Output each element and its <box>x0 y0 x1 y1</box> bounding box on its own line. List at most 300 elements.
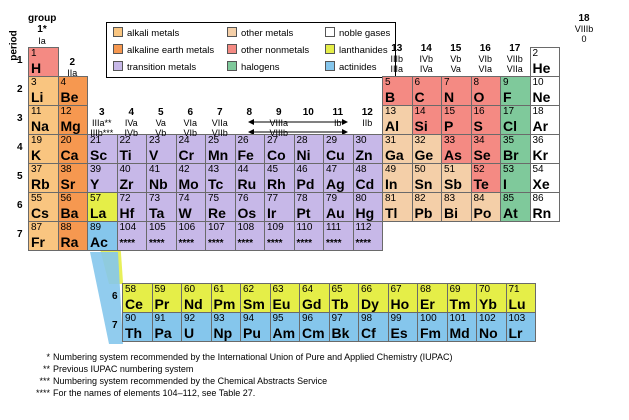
atomic-number: 67 <box>390 284 402 295</box>
element-cell-68 <box>417 283 448 313</box>
element-symbol: Eu <box>272 296 291 312</box>
element-cell-35 <box>500 134 531 164</box>
element-symbol: Al <box>385 118 399 134</box>
element-cell-59 <box>152 283 183 313</box>
element-symbol: Se <box>473 147 491 163</box>
atomic-number: 46 <box>296 164 308 175</box>
element-symbol: Cf <box>361 325 376 341</box>
atomic-number: 62 <box>243 284 255 295</box>
atomic-number: 17 <box>503 106 515 117</box>
atomic-number: 53 <box>503 164 515 175</box>
atomic-number: 79 <box>326 193 338 204</box>
atomic-number: 49 <box>385 164 397 175</box>
atomic-number: 91 <box>154 313 166 324</box>
atomic-number: 82 <box>414 193 426 204</box>
footnote-text: Numbering system recommended by the Chemical Abstracts Service <box>53 376 328 386</box>
element-cell-65 <box>329 283 360 313</box>
atomic-number: 7 <box>444 77 450 88</box>
atomic-number: 69 <box>449 284 461 295</box>
element-symbol: Sm <box>243 296 265 312</box>
element-cell-28 <box>294 134 325 164</box>
group-4-roman-a: IVa <box>124 118 138 128</box>
element-cell-71 <box>506 283 537 313</box>
element-symbol: Ac <box>90 234 108 250</box>
element-symbol: Ni <box>296 147 311 163</box>
element-cell-111 <box>323 221 354 251</box>
atomic-number: 75 <box>208 193 220 204</box>
element-cell-82 <box>412 192 443 222</box>
element-cell-29 <box>323 134 354 164</box>
group-14-number: 14 <box>420 43 432 54</box>
group-11-number: 11 <box>332 107 344 118</box>
element-symbol: Hg <box>355 205 375 221</box>
element-symbol: Pb <box>414 205 433 221</box>
group-5-number: 5 <box>157 107 164 118</box>
element-symbol: Tc <box>208 176 224 192</box>
element-cell-57 <box>87 192 118 222</box>
element-symbol: U <box>184 325 195 341</box>
element-cell-89 <box>87 221 118 251</box>
atomic-number: 103 <box>508 313 526 324</box>
group-2-number: 2 <box>69 57 76 68</box>
fblock-period-7: 7 <box>112 320 118 331</box>
group-18-number: 18 <box>578 13 590 24</box>
element-symbol: Be <box>60 89 79 105</box>
footnote-text: Numbering system recommended by the International Union of Pure and Applied Chemistry (IUPAC) <box>53 352 453 362</box>
group-7-number: 7 <box>216 107 223 118</box>
element-symbol: Re <box>208 205 226 221</box>
legend-label: alkali metals <box>127 28 180 39</box>
legend <box>106 22 396 78</box>
element-symbol: Ir <box>267 205 277 221</box>
element-symbol: **** <box>208 238 224 249</box>
element-symbol: O <box>473 89 485 105</box>
element-cell-34 <box>471 134 502 164</box>
element-cell-14 <box>412 105 443 135</box>
group-17-roman-a: VIIb <box>506 54 523 64</box>
atomic-number: 56 <box>60 193 72 204</box>
period-number-4: 4 <box>17 142 23 153</box>
element-cell-75 <box>205 192 236 222</box>
element-cell-77 <box>264 192 295 222</box>
group-12-number: 12 <box>361 107 373 118</box>
atomic-number: 97 <box>331 313 343 324</box>
atomic-number: 65 <box>331 284 343 295</box>
element-symbol: Yb <box>479 296 497 312</box>
element-cell-49 <box>382 163 413 193</box>
element-cell-13 <box>382 105 413 135</box>
atomic-number: 22 <box>119 135 131 146</box>
atomic-number: 24 <box>178 135 190 146</box>
group-17-number: 17 <box>509 43 521 54</box>
footnote-1 <box>20 351 453 363</box>
element-cell-1 <box>28 47 59 77</box>
element-symbol: P <box>444 118 454 134</box>
group-18-zero: 0 <box>581 34 587 44</box>
atomic-number: 35 <box>503 135 515 146</box>
atomic-number: 63 <box>272 284 284 295</box>
element-symbol: Ra <box>60 234 79 250</box>
element-symbol: Dy <box>361 296 379 312</box>
element-symbol: Pu <box>243 325 261 341</box>
element-cell-42 <box>176 163 207 193</box>
group-8-number: 8 <box>246 107 253 118</box>
element-cell-90 <box>122 312 153 342</box>
element-symbol: Tl <box>385 205 398 221</box>
atomic-number: 16 <box>473 106 485 117</box>
atomic-number: 25 <box>208 135 220 146</box>
element-symbol: Zn <box>355 147 373 163</box>
element-cell-39 <box>87 163 118 193</box>
element-symbol: Fr <box>31 234 45 250</box>
atomic-number: 23 <box>149 135 161 146</box>
group-17-roman-b: VIIa <box>506 64 523 74</box>
atomic-number: 11 <box>31 106 42 117</box>
element-cell-60 <box>181 283 212 313</box>
atomic-number: 19 <box>31 135 43 146</box>
legend-label: other nonmetals <box>241 45 310 56</box>
atomic-number: 10 <box>532 77 544 88</box>
element-cell-94 <box>240 312 271 342</box>
element-cell-45 <box>264 163 295 193</box>
atomic-number: 50 <box>414 164 426 175</box>
element-symbol: V <box>149 147 159 163</box>
element-symbol: Pm <box>213 296 236 312</box>
atomic-number: 26 <box>237 135 249 146</box>
element-symbol: Pt <box>296 205 311 221</box>
element-symbol: Cd <box>355 176 375 192</box>
element-symbol: Sb <box>444 176 462 192</box>
atomic-number: 66 <box>361 284 373 295</box>
legend-swatch <box>325 27 335 37</box>
group-13-roman-a: IIIb <box>390 54 403 64</box>
group-4-roman-b: IVb <box>124 128 138 138</box>
element-cell-110 <box>294 221 325 251</box>
group-16-roman-b: VIa <box>478 64 492 74</box>
atomic-number: 90 <box>125 313 137 324</box>
element-cell-6 <box>412 76 443 106</box>
atomic-number: 4 <box>60 77 67 88</box>
element-symbol: W <box>178 205 192 221</box>
group-3-roman-a: IIIa** <box>91 118 112 128</box>
element-cell-18 <box>530 105 561 135</box>
group-3-number: 3 <box>98 107 105 118</box>
atomic-number: 18 <box>532 106 544 117</box>
atomic-number: 48 <box>355 164 367 175</box>
atomic-number: 88 <box>60 222 72 233</box>
element-cell-38 <box>58 163 89 193</box>
atomic-number: 92 <box>184 313 196 324</box>
element-symbol: Rn <box>532 205 552 221</box>
element-cell-27 <box>264 134 295 164</box>
atomic-number: 58 <box>125 284 137 295</box>
element-symbol: Na <box>31 118 49 134</box>
element-cell-101 <box>447 312 478 342</box>
element-symbol: Gd <box>302 296 322 312</box>
atomic-number: 28 <box>296 135 308 146</box>
element-cell-88 <box>58 221 89 251</box>
element-symbol: Cs <box>31 205 49 221</box>
element-cell-16 <box>471 105 502 135</box>
footnote-text: For the names of elements 104–112, see Table 27. <box>53 388 256 398</box>
atomic-number: 38 <box>60 164 72 175</box>
atomic-number: 112 <box>355 222 372 233</box>
element-cell-17 <box>500 105 531 135</box>
atomic-number: 29 <box>326 135 338 146</box>
atomic-number: 60 <box>184 284 196 295</box>
element-cell-9 <box>500 76 531 106</box>
element-cell-47 <box>323 163 354 193</box>
legend-item-lanthanide <box>325 44 388 57</box>
element-cell-5 <box>382 76 413 106</box>
footnote-4 <box>20 387 255 399</box>
atomic-number: 30 <box>355 135 367 146</box>
element-cell-105 <box>146 221 177 251</box>
element-cell-102 <box>476 312 507 342</box>
legend-swatch <box>227 27 237 37</box>
group-6-roman-a: VIa <box>183 118 197 128</box>
atomic-number: 27 <box>267 135 279 146</box>
element-symbol: H <box>31 60 42 76</box>
element-symbol: Pr <box>154 296 170 312</box>
legend-item-alkali <box>113 27 179 40</box>
period-number-1: 1 <box>17 55 23 66</box>
element-symbol: Po <box>473 205 492 221</box>
element-symbol: N <box>444 89 455 105</box>
group-10-number: 10 <box>302 107 314 118</box>
atomic-number: 93 <box>213 313 225 324</box>
group-18-roman: VIIIb <box>574 24 594 34</box>
element-cell-20 <box>58 134 89 164</box>
element-cell-37 <box>28 163 59 193</box>
element-cell-4 <box>58 76 89 106</box>
group-2-roman-a: IIa <box>67 68 78 78</box>
element-cell-55 <box>28 192 59 222</box>
footnote-mark: **** <box>35 388 50 398</box>
element-symbol: Am <box>272 325 296 341</box>
element-symbol: Ge <box>414 147 434 163</box>
group-axis-label: group <box>28 13 57 24</box>
atomic-number: 33 <box>444 135 456 146</box>
group-15-roman-a: Vb <box>450 54 462 64</box>
element-cell-76 <box>235 192 266 222</box>
element-cell-69 <box>447 283 478 313</box>
element-symbol: Mo <box>178 176 199 192</box>
footnote-mark: *** <box>39 376 50 386</box>
element-symbol: Ru <box>237 176 257 192</box>
atomic-number: 47 <box>326 164 338 175</box>
atomic-number: 8 <box>473 77 480 88</box>
group-1-roman: Ia <box>38 36 46 46</box>
atomic-number: 64 <box>302 284 314 295</box>
element-cell-92 <box>181 312 212 342</box>
atomic-number: 106 <box>178 222 196 233</box>
element-cell-8 <box>471 76 502 106</box>
element-symbol: Np <box>213 325 233 341</box>
element-cell-107 <box>205 221 236 251</box>
element-cell-106 <box>176 221 207 251</box>
element-symbol: Zr <box>119 176 134 192</box>
element-symbol: Xe <box>532 176 550 192</box>
element-cell-66 <box>358 283 389 313</box>
group-7-roman-b: VIIb <box>211 128 228 138</box>
element-cell-50 <box>412 163 443 193</box>
element-symbol: F <box>503 89 512 105</box>
element-symbol: Er <box>420 296 435 312</box>
atomic-number: 13 <box>385 106 397 117</box>
legend-swatch <box>325 44 335 54</box>
atomic-number: 110 <box>296 222 313 233</box>
element-cell-79 <box>323 192 354 222</box>
element-symbol: Ti <box>119 147 132 163</box>
group-13-roman-b: IIIa <box>390 64 403 74</box>
element-cell-81 <box>382 192 413 222</box>
legend-label: other metals <box>241 28 294 39</box>
footnote-mark: ** <box>42 364 50 374</box>
element-symbol: He <box>532 60 551 76</box>
atomic-number: 6 <box>414 77 421 88</box>
element-symbol: Fm <box>420 325 441 341</box>
element-symbol: Rb <box>31 176 50 192</box>
atomic-number: 43 <box>208 164 220 175</box>
legend-swatch <box>227 61 237 71</box>
element-cell-11 <box>28 105 59 135</box>
element-cell-98 <box>358 312 389 342</box>
atomic-number: 72 <box>119 193 131 204</box>
element-symbol: Mn <box>208 147 229 163</box>
element-cell-52 <box>471 163 502 193</box>
atomic-number: 107 <box>208 222 225 233</box>
element-symbol: Cl <box>503 118 517 134</box>
element-cell-58 <box>122 283 153 313</box>
element-symbol: Mg <box>60 118 81 134</box>
atomic-number: 83 <box>444 193 456 204</box>
group-5-roman-a: Va <box>155 118 166 128</box>
element-symbol: No <box>479 325 498 341</box>
element-symbol: Ce <box>125 296 143 312</box>
element-symbol: Ho <box>390 296 410 312</box>
legend-item-halogen <box>227 61 280 74</box>
element-cell-72 <box>117 192 148 222</box>
element-symbol: Ca <box>60 147 79 163</box>
footnote-mark: * <box>46 352 50 362</box>
group-13-number: 13 <box>391 43 403 54</box>
atomic-number: 1 <box>31 48 37 59</box>
group-16-roman-a: VIb <box>478 54 492 64</box>
element-cell-41 <box>146 163 177 193</box>
period-number-5: 5 <box>17 171 23 182</box>
atomic-number: 74 <box>178 193 190 204</box>
element-cell-56 <box>58 192 89 222</box>
element-cell-86 <box>530 192 561 222</box>
element-symbol: I <box>503 176 507 192</box>
atomic-number: 31 <box>385 135 397 146</box>
atomic-number: 34 <box>473 135 485 146</box>
atomic-number: 96 <box>302 313 314 324</box>
element-symbol: Au <box>326 205 345 221</box>
group-6-roman-b: VIb <box>183 128 197 138</box>
atomic-number: 73 <box>149 193 161 204</box>
element-symbol: Ar <box>532 118 549 134</box>
atomic-number: 52 <box>473 164 485 175</box>
atomic-number: 9 <box>503 77 509 88</box>
element-symbol: Hf <box>119 205 135 221</box>
element-cell-46 <box>294 163 325 193</box>
element-symbol: As <box>444 147 462 163</box>
atomic-number: 39 <box>90 164 102 175</box>
group-15-roman-b: Va <box>450 64 461 74</box>
atomic-number: 36 <box>532 135 544 146</box>
element-symbol: Pd <box>296 176 315 192</box>
element-symbol: Pa <box>154 325 172 341</box>
group-9-roman-a: VIIIa <box>269 118 288 128</box>
element-symbol: Tb <box>331 296 349 312</box>
element-symbol: In <box>385 176 398 192</box>
group-15-number: 15 <box>450 43 462 54</box>
group-9-number: 9 <box>275 107 282 118</box>
atomic-number: 5 <box>385 77 391 88</box>
atomic-number: 89 <box>90 222 102 233</box>
element-symbol: Bi <box>444 205 458 221</box>
atomic-number: 20 <box>60 135 72 146</box>
atomic-number: 57 <box>90 193 102 204</box>
atomic-number: 99 <box>390 313 402 324</box>
legend-label: transition metals <box>127 62 197 73</box>
atomic-number: 3 <box>31 77 37 88</box>
atomic-number: 101 <box>449 313 467 324</box>
element-symbol: At <box>503 205 518 221</box>
atomic-number: 51 <box>444 164 456 175</box>
atomic-number: 80 <box>355 193 367 204</box>
element-symbol: Lu <box>508 296 526 312</box>
element-cell-64 <box>299 283 330 313</box>
legend-item-transition <box>113 61 196 74</box>
element-cell-96 <box>299 312 330 342</box>
atomic-number: 78 <box>296 193 308 204</box>
element-cell-73 <box>146 192 177 222</box>
element-cell-103 <box>506 312 537 342</box>
legend-label: lanthanides <box>339 45 388 56</box>
element-cell-21 <box>87 134 118 164</box>
element-cell-100 <box>417 312 448 342</box>
atomic-number: 104 <box>119 222 137 233</box>
element-symbol: Nd <box>184 296 203 312</box>
element-symbol: **** <box>149 238 165 249</box>
element-symbol: Es <box>390 325 408 341</box>
legend-label: halogens <box>241 62 280 73</box>
element-cell-19 <box>28 134 59 164</box>
legend-item-noble <box>325 27 390 40</box>
footnote-2 <box>20 363 193 375</box>
element-cell-62 <box>240 283 271 313</box>
legend-label: alkaline earth metals <box>127 45 215 56</box>
element-symbol: S <box>473 118 483 134</box>
atomic-number: 14 <box>414 106 426 117</box>
element-symbol: Ba <box>60 205 79 221</box>
atomic-number: 111 <box>326 222 342 233</box>
element-symbol: Cr <box>178 147 195 163</box>
legend-label: noble gases <box>339 28 391 39</box>
legend-item-alkaline <box>113 44 214 57</box>
atomic-number: 42 <box>178 164 190 175</box>
group-9-roman-b: VIIIb <box>269 128 288 138</box>
element-cell-3 <box>28 76 59 106</box>
legend-swatch <box>113 27 123 37</box>
element-cell-33 <box>441 134 472 164</box>
element-symbol: Si <box>414 118 428 134</box>
atomic-number: 44 <box>237 164 249 175</box>
element-symbol: Rh <box>267 176 286 192</box>
